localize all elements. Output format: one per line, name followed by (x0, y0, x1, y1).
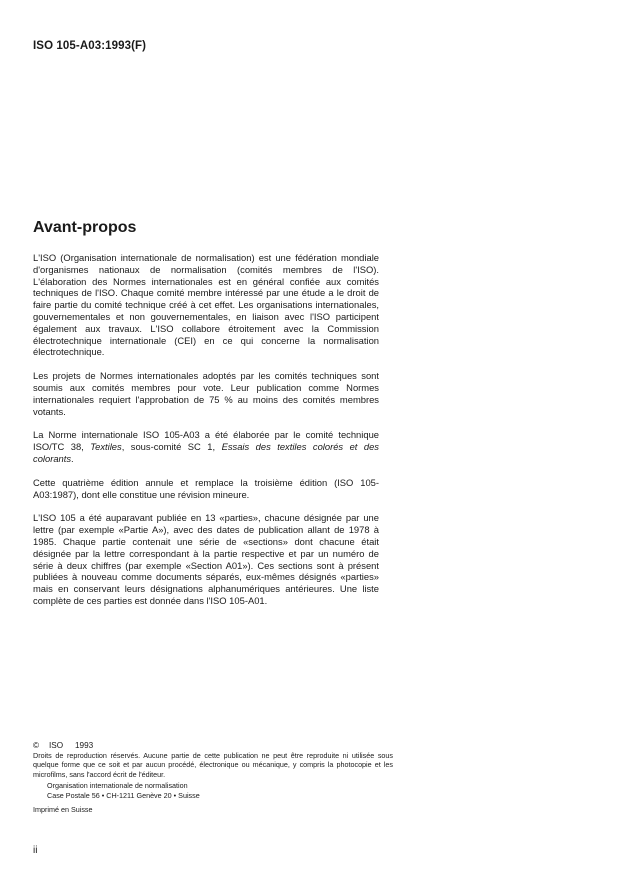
copyright-org: ISO (49, 741, 64, 750)
paragraph-3-text: La Norme internationale ISO 105-A03 a été élaborée par le comité technique ISO/TC 38, (33, 429, 379, 453)
document-reference: ISO 105-A03:1993(F) (33, 40, 147, 52)
paragraph-1: L'ISO (Organisation internationale de normalisation) est une fédération mondiale d'organismes nationaux de normalisation (comités membres de l'ISO). L'élaboration des Normes internationales est en général confiée aux comités techniques de l'ISO. Chaque comité membre intéressé par une étude a le droit de faire partie du comité technique créé à cet effet. Les organisations internationales, gouvernementales et non gouvernementales, en liaison avec l'ISO participent également aux travaux. L'ISO collabore étroitement avec la Commission électrotechnique internationale (CEI) en ce qui concerne la normalisation électrotechnique. (33, 252, 379, 358)
copyright-year: 1993 (75, 741, 94, 750)
foreword-body (33, 252, 379, 619)
foreword-title: Avant-propos (33, 219, 137, 236)
printed-in: Imprimé en Suisse (33, 804, 93, 814)
copyright-line (33, 741, 393, 751)
page-number: ii (33, 845, 38, 856)
rights-notice: Droits de reproduction réservés. Aucune partie de cette publication ne peut être reproduite ni utilisée sous quelque forme que ce soit et par aucun procédé, électronique ou mécanique, y compris la photocopie et les microfilms, sans l'accord écrit de l'éditeur. (33, 750, 393, 779)
organization-address: Case Postale 56 • CH-1211 Genève 20 • Suisse (47, 790, 200, 800)
copyright-symbol: © (33, 741, 40, 750)
paragraph-5: L'ISO 105 a été auparavant publiée en 13 «parties», chacune désignée par une lettre (par exemple «Partie A»), avec des dates de publication allant de 1978 à 1985. Chaque partie contenait une série de «sections» dont chacune était désignée par la lettre correspondant à la partie respective et par un numéro de série à deux chiffres (par exemple «Section A01»). Ces sections sont à présent publiées à nouveau comme documents séparés, eux-mêmes désignés «parties» mais en conservant leurs désignations alphanumériques antérieures. Une liste complète de ces parties est donnée dans l'ISO 105-A01. (33, 512, 379, 606)
paragraph-4: Cette quatrième édition annule et remplace la troisième édition (ISO 105-A03:1987), dont elle constitue une révision mineure. (33, 476, 379, 500)
subcommittee-title: Essais des textiles colorés et des colorants (33, 441, 379, 464)
committee-title: Textiles (90, 441, 122, 453)
paragraph-2: Les projets de Normes internationales adoptés par les comités techniques sont soumis aux comités membres pour vote. Leur publication comme Normes internationales requiert l'approbation de 75 % au moins des comités membres votants. (33, 370, 379, 417)
paragraph-3 (33, 429, 379, 464)
copyright-block (33, 741, 393, 814)
paragraph-3-text: , sous-comité SC 1, (121, 441, 222, 453)
organization-name: Organisation internationale de normalisation (47, 781, 188, 791)
paragraph-3-text: . (71, 452, 74, 464)
